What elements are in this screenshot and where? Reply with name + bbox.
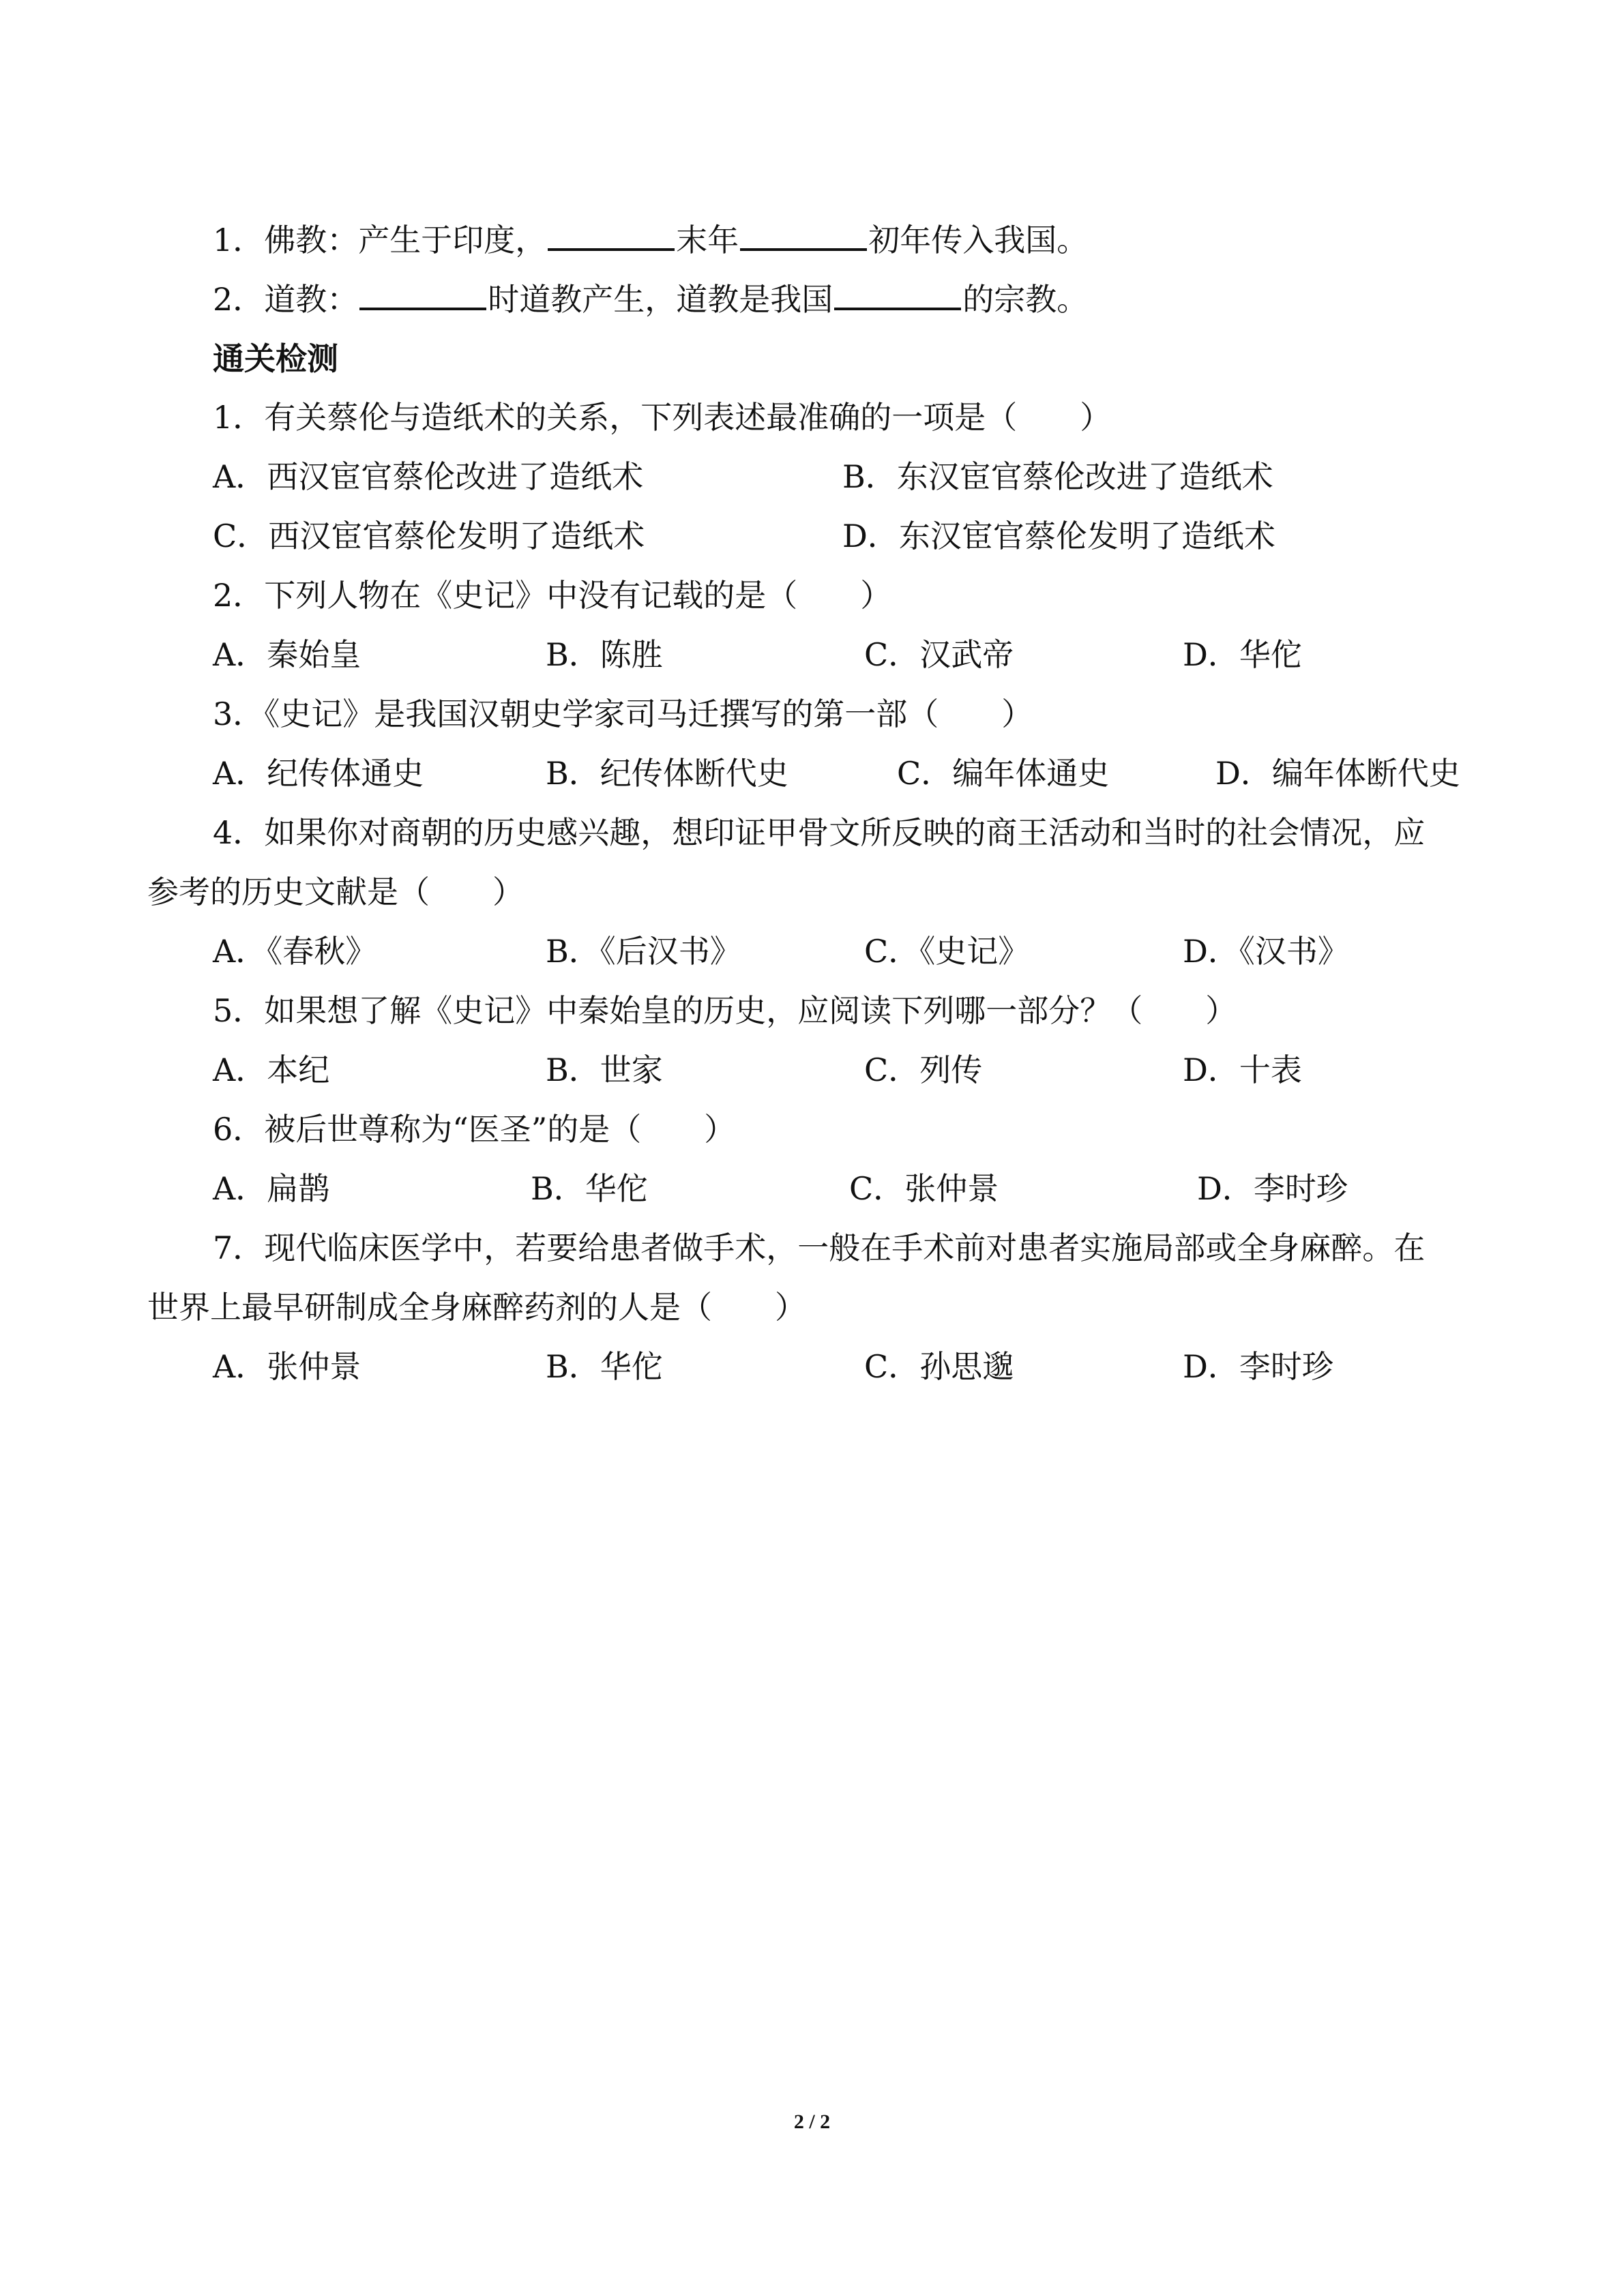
answer-blank xyxy=(834,278,961,310)
question-stem: 4．如果你对商朝的历史感兴趣，想印证甲骨文所反映的商王活动和当时的社会情况，应 xyxy=(213,814,1426,851)
question-stem: 6．被后世尊称为“医圣”的是（ ） xyxy=(213,1111,736,1148)
question-stem: 7．现代临床医学中，若要给患者做手术，一般在手术前对患者实施局部或全身麻醉。在 xyxy=(213,1229,1426,1266)
fill-q2-part-b: 时道教产生，道教是我国 xyxy=(488,281,833,318)
option-d: D．东汉宦官蔡伦发明了造纸术 xyxy=(842,518,1275,554)
option-b: B．华佗 xyxy=(546,1348,663,1385)
option-c: C．列传 xyxy=(864,1052,983,1088)
option-d: D．编年体断代史 xyxy=(1215,755,1460,792)
option-d: D．李时珍 xyxy=(1183,1348,1333,1385)
option-b: B．《后汉书》 xyxy=(546,933,741,970)
fill-question-1 xyxy=(213,218,1088,262)
option-a: A．扁鹊 xyxy=(213,1170,330,1207)
answer-blank xyxy=(740,218,867,251)
option-a: A．秦始皇 xyxy=(213,636,361,673)
option-b: B．纪传体断代史 xyxy=(546,755,788,792)
fill-q2-part-c: 的宗教。 xyxy=(962,281,1089,318)
option-b: B．陈胜 xyxy=(546,636,663,673)
fill-q1-part-c: 初年传入我国。 xyxy=(868,222,1089,258)
answer-blank xyxy=(359,278,486,310)
option-c: C．汉武帝 xyxy=(864,636,1014,673)
fill-question-2 xyxy=(213,278,1088,321)
option-c: C．孙思邈 xyxy=(864,1348,1014,1385)
option-a: A．本纪 xyxy=(213,1052,330,1088)
option-c: C．《史记》 xyxy=(864,933,1030,970)
fill-q2-part-a: 2．道教： xyxy=(213,281,359,318)
section-title: 通关检测 xyxy=(213,340,338,377)
question-stem: 2．下列人物在《史记》中没有记载的是（ ） xyxy=(213,577,892,614)
fill-q1-part-b: 末年 xyxy=(676,222,739,258)
answer-blank xyxy=(548,218,675,251)
option-d: D．华佗 xyxy=(1183,636,1302,673)
question-stem-continued: 参考的历史文献是（ ） xyxy=(147,874,524,910)
option-c: C．西汉宦官蔡伦发明了造纸术 xyxy=(213,518,645,554)
option-b: B．东汉宦官蔡伦改进了造纸术 xyxy=(842,458,1273,495)
option-a: A．张仲景 xyxy=(213,1348,361,1385)
option-c: C．张仲景 xyxy=(849,1170,999,1207)
option-a: A．《春秋》 xyxy=(213,933,377,970)
option-a: A．西汉宦官蔡伦改进了造纸术 xyxy=(213,458,644,495)
fill-q1-part-a: 1．佛教：产生于印度， xyxy=(213,222,547,258)
option-b: B．华佗 xyxy=(531,1170,648,1207)
option-a: A．纪传体通史 xyxy=(213,755,424,792)
question-stem: 5．如果想了解《史记》中秦始皇的历史，应阅读下列哪一部分？（ ） xyxy=(213,992,1237,1029)
page-number: 2 / 2 xyxy=(793,2111,831,2133)
option-d: D．十表 xyxy=(1183,1052,1302,1088)
option-c: C．编年体通史 xyxy=(897,755,1110,792)
question-stem: 3．《史记》是我国汉朝史学家司马迁撰写的第一部（ ） xyxy=(213,696,1033,732)
option-d: D．《汉书》 xyxy=(1183,933,1349,970)
option-d: D．李时珍 xyxy=(1197,1170,1348,1207)
question-stem-continued: 世界上最早研制成全身麻醉药剂的人是（ ） xyxy=(147,1289,806,1326)
question-stem: 1．有关蔡伦与造纸术的关系，下列表述最准确的一项是（ ） xyxy=(213,399,1112,436)
option-b: B．世家 xyxy=(546,1052,663,1088)
